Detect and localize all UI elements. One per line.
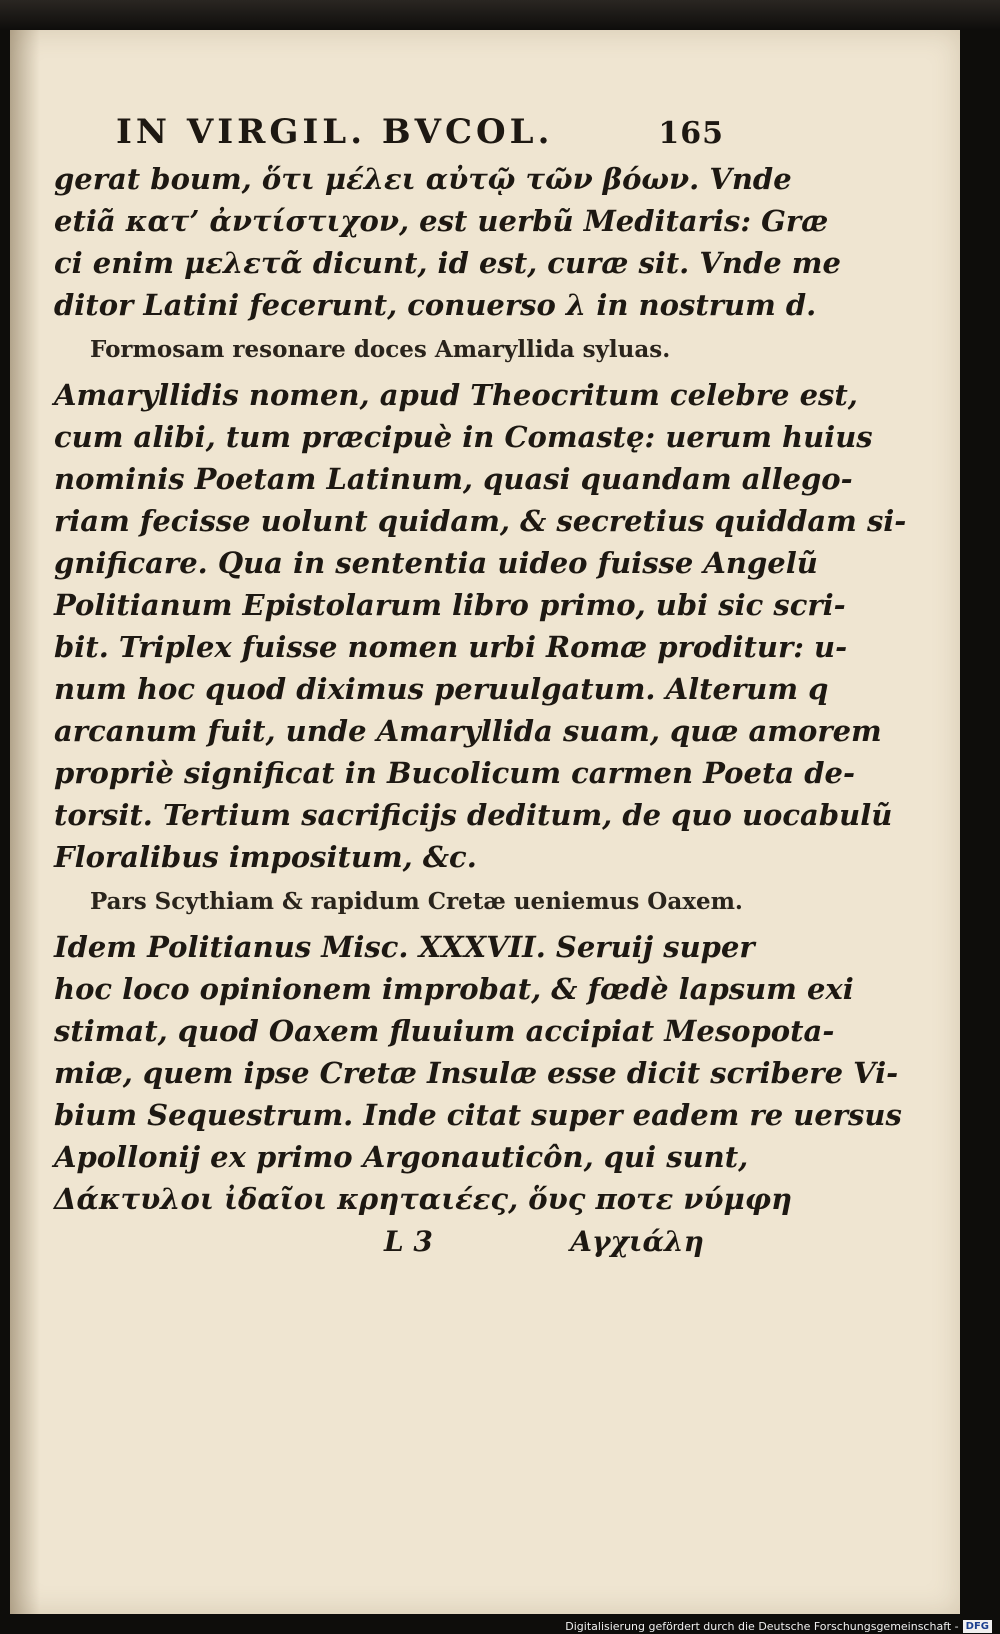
text-line: etiã κατ’ ἀντίστιχον, est uerbũ Meditaris: Græ [54,204,829,238]
text-line: propriè significat in Bucolicum carmen Poeta de- [54,756,856,790]
text-line: Apollonij ex primo Argonauticôn, qui sunt, [54,1140,749,1174]
lemma-verse: Pars Scythiam & rapidum Cretæ ueniemus Oaxem. [90,888,743,915]
text-block [54,112,907,1264]
text-line: Amaryllidis nomen, apud Theocritum celebre est, [54,378,858,412]
text-line: Politianum Epistolarum libro primo, ubi sic scri- [54,588,846,622]
text-line: gerat boum, ὅτι μέλει αὐτῷ τῶν βόων. Vnde [54,162,792,196]
text-line: bium Sequestrum. Inde citat super eadem re uersus [54,1098,902,1132]
dfg-logo: DFG [963,1620,992,1633]
text-line: riam fecisse uolunt quidam, & secretius quiddam si- [54,504,907,538]
signature-mark: L 3 [384,1225,433,1258]
text-line: bit. Triplex fuisse nomen urbi Romæ proditur: u- [54,630,848,664]
scan-background [0,0,1000,30]
book-page [10,30,960,1614]
running-head-title: IN VIRGIL. BVCOL. [116,112,554,152]
text-line: nominis Poetam Latinum, quasi quandam allego- [54,462,853,496]
credit-text: Digitalisierung gefördert durch die Deutsche Forschungsgemeinschaft - [565,1620,959,1633]
lemma-verse: Formosam resonare doces Amaryllida syluas. [90,336,671,363]
catchword: Αγχιάλη [570,1225,704,1258]
text-line: cum alibi, tum præcipuè in Comastę: uerum huius [54,420,873,454]
text-line: ditor Latini fecerunt, conuerso λ in nostrum d. [54,288,817,322]
text-line: gnificare. Qua in sententia uideo fuisse Angelũ [54,546,818,580]
text-line: hoc loco opinionem improbat, & fœdè lapsum exi [54,972,854,1006]
text-line: stimat, quod Oaxem fluuium accipiat Mesopota- [54,1014,835,1048]
text-line: miæ, quem ipse Cretæ Insulæ esse dicit scribere Vi- [54,1056,899,1090]
text-line: torsit. Tertium sacrificijs deditum, de quo uocabulũ [54,798,893,832]
text-line: Idem Politianus Misc. XXXVII. Seruij super [54,930,755,964]
text-line: num hoc quod diximus peruulgatum. Alterum q [54,672,829,706]
text-line: Floralibus impositum, &c. [54,840,477,874]
page-number: 165 [658,116,724,151]
digitization-credit [565,1620,992,1633]
running-head [54,112,734,158]
text-line: Δάκτυλοι ἰδαῖοι κρηταιέες, ὅυς ποτε νύμφη [54,1182,793,1216]
catchline [54,1220,734,1264]
text-line: arcanum fuit, unde Amaryllida suam, quæ amorem [54,714,882,748]
text-line: ci enim μελετᾶ dicunt, id est, curæ sit. Vnde me [54,246,841,280]
